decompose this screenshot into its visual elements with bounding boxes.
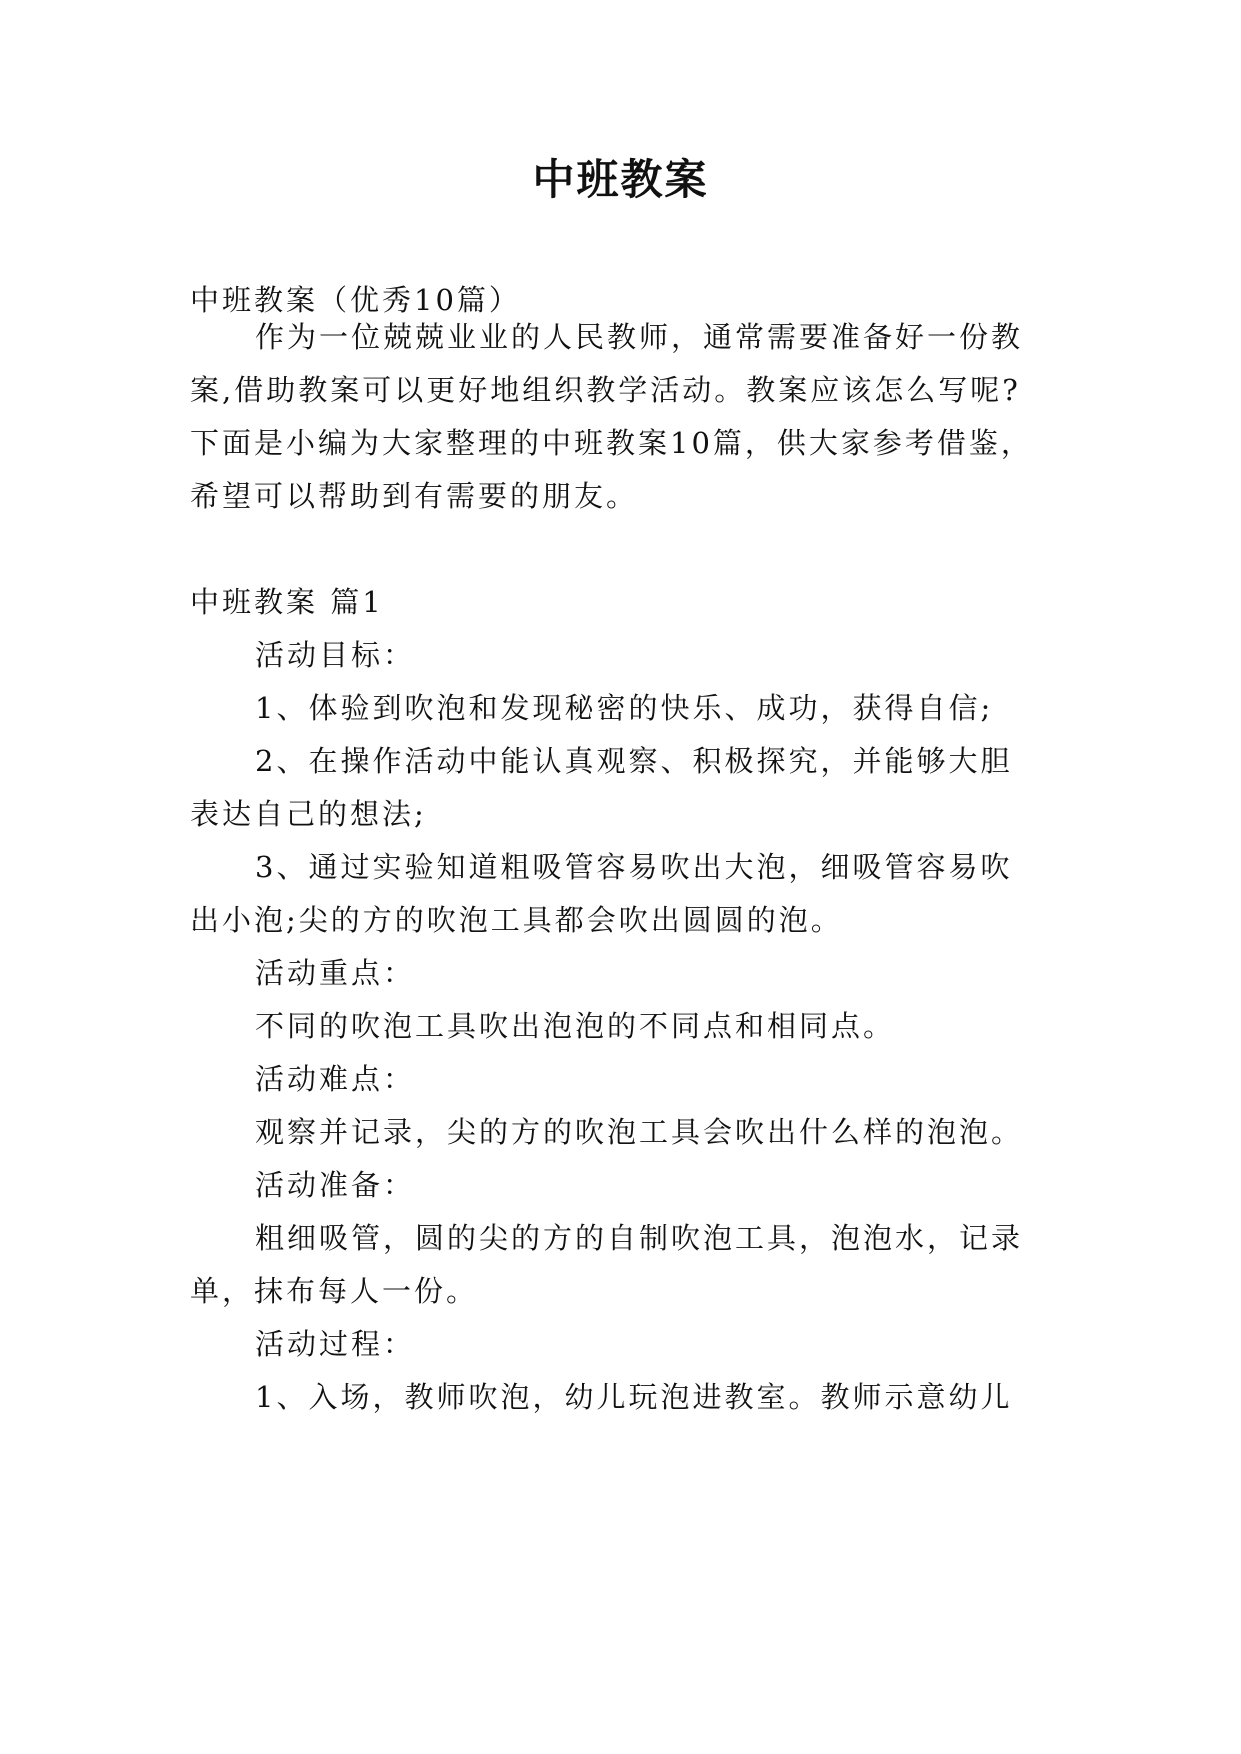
body-line: 3、通过实验知道粗吸管容易吹出大泡，细吸管容易吹 [255,850,1013,884]
subtitle-line: 中班教案（优秀10篇） [190,283,521,317]
body-line: 活动目标： [255,638,416,672]
intro-line: 作为一位兢兢业业的人民教师，通常需要准备好一份教 [255,320,1024,354]
document-title: 中班教案 [532,155,709,204]
body-line: 活动过程： [255,1327,416,1361]
body-line: 出小泡;尖的方的吹泡工具都会吹出圆圆的泡。 [190,903,843,937]
intro-line: 案,借助教案可以更好地组织教学活动。教案应该怎么写呢? [190,373,1021,407]
body-line: 1、体验到吹泡和发现秘密的快乐、成功，获得自信; [255,691,994,725]
body-line: 不同的吹泡工具吹出泡泡的不同点和相同点。 [255,1009,896,1043]
body-line: 活动难点： [255,1062,416,1096]
body-line: 活动重点： [255,956,416,990]
intro-line: 下面是小编为大家整理的中班教案10篇，供大家参考借鉴， [190,426,1033,460]
body-line: 1、入场，教师吹泡，幼儿玩泡进教室。教师示意幼儿 [255,1380,1013,1414]
body-line: 单，抹布每人一份。 [190,1274,479,1308]
body-line: 2、在操作活动中能认真观察、积极探究，并能够大胆 [255,744,1013,778]
body-line: 粗细吸管，圆的尖的方的自制吹泡工具，泡泡水，记录 [255,1221,1024,1255]
body-line: 活动准备： [255,1168,416,1202]
section-heading: 中班教案 篇1 [190,585,384,619]
body-line: 表达自己的想法; [190,797,427,831]
intro-line: 希望可以帮助到有需要的朋友。 [190,479,639,513]
body-line: 观察并记录，尖的方的吹泡工具会吹出什么样的泡泡。 [255,1115,1024,1149]
